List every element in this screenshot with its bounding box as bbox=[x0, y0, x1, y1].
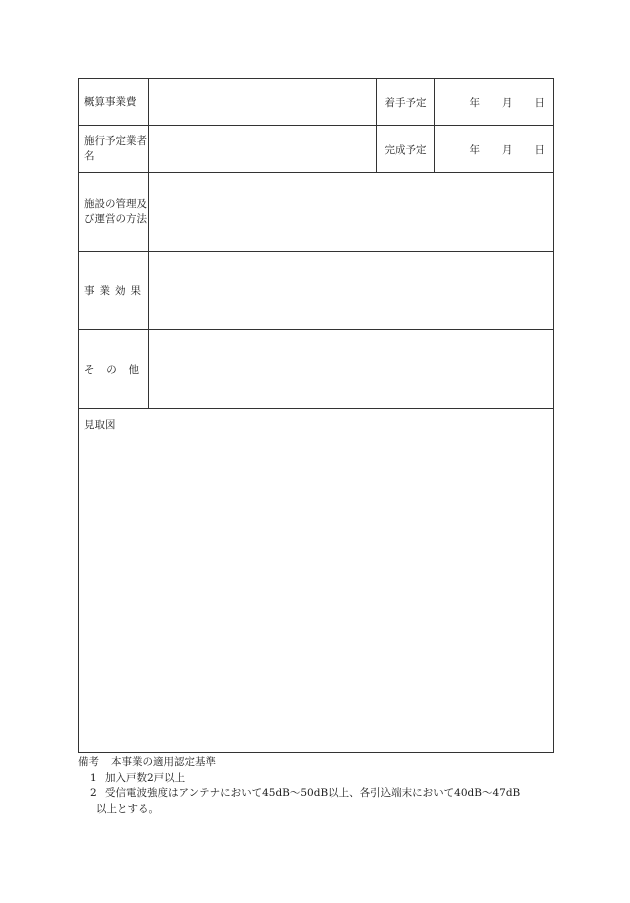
label-project-cost: 概算事業費 bbox=[79, 79, 149, 126]
remark-item-text: 加入戸数2戸以上 bbox=[105, 771, 186, 784]
remark-item bbox=[78, 771, 558, 787]
label-other-char-3: 他 bbox=[128, 363, 139, 376]
remarks-heading bbox=[78, 755, 558, 771]
site-map-area[interactable] bbox=[79, 409, 554, 753]
remarks-label: 備考 bbox=[78, 756, 99, 768]
form-row-contractor bbox=[79, 126, 554, 173]
label-project-effect: 事業効果 bbox=[79, 252, 149, 330]
remark-item-number: 2 bbox=[90, 787, 97, 799]
label-contractor: 施行予定業者名 bbox=[79, 126, 149, 173]
completion-day-unit: 日 bbox=[534, 143, 545, 156]
label-other-char-1: そ bbox=[84, 363, 95, 376]
start-day-unit: 日 bbox=[534, 96, 545, 109]
completion-year-unit: 年 bbox=[469, 143, 480, 156]
management-method-field[interactable] bbox=[149, 173, 554, 252]
remark-item-number: 1 bbox=[90, 771, 97, 784]
label-other bbox=[79, 330, 149, 409]
remark-item-text: 受信電波強度はアンテナにおいて45dB～50dB以上、各引込端末において40dB～47dB bbox=[105, 787, 521, 799]
label-site-map: 見取図 bbox=[84, 419, 116, 431]
remarks-heading-text: 本事業の適用認定基準 bbox=[111, 756, 216, 768]
form-row-other bbox=[79, 330, 554, 409]
label-completion-date: 完成予定 bbox=[377, 126, 435, 173]
start-year-unit: 年 bbox=[469, 96, 480, 109]
form-row-project-cost bbox=[79, 79, 554, 126]
form-row-management bbox=[79, 173, 554, 252]
form-row-map bbox=[79, 409, 554, 753]
label-management-method: 施設の管理及び運営の方法 bbox=[79, 173, 149, 252]
start-date-field[interactable] bbox=[435, 79, 554, 126]
start-month-unit: 月 bbox=[502, 96, 513, 109]
label-other-char-2: の bbox=[106, 363, 117, 376]
contractor-field[interactable] bbox=[149, 126, 377, 173]
remarks-section bbox=[78, 755, 558, 817]
remark-item bbox=[78, 786, 558, 802]
form-row-effect bbox=[79, 252, 554, 330]
application-form-table bbox=[78, 78, 554, 753]
project-effect-field[interactable] bbox=[149, 252, 554, 330]
remark-item-continuation: 以上とする。 bbox=[96, 802, 159, 815]
completion-date-field[interactable] bbox=[435, 126, 554, 173]
completion-month-unit: 月 bbox=[502, 143, 513, 156]
project-cost-field[interactable] bbox=[149, 79, 377, 126]
other-field[interactable] bbox=[149, 330, 554, 409]
label-start-date: 着手予定 bbox=[377, 79, 435, 126]
